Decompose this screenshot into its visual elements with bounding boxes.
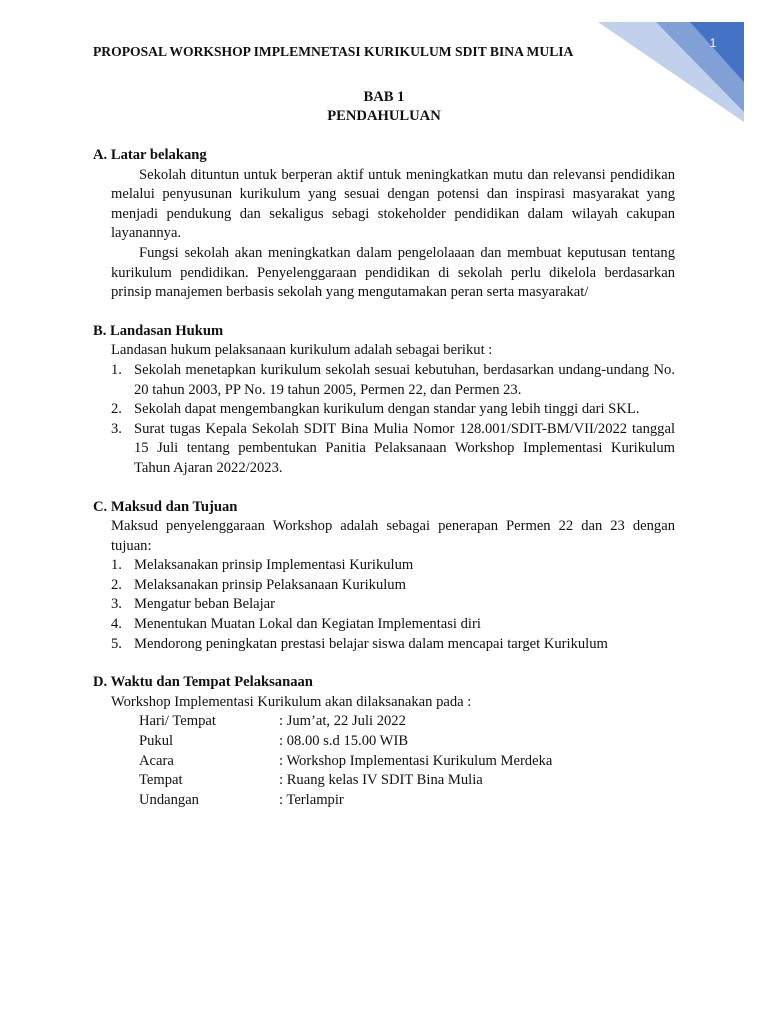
list-number: 1. — [111, 557, 122, 574]
schedule-value: : 08.00 s.d 15.00 WIB — [279, 733, 409, 750]
chapter-label: BAB 1 — [363, 89, 405, 105]
list-text: Mengatur beban Belajar — [134, 596, 276, 613]
list-text: Mendorong peningkatan prestasi belajar siswa dalam mencapai target Kurikulum — [134, 635, 608, 652]
section-title: D. Waktu dan Tempat Pelaksanaan — [93, 674, 313, 691]
schedule-label: Tempat — [139, 772, 183, 789]
list-item — [111, 361, 675, 400]
document-body — [93, 146, 675, 829]
list-text: Melaksanakan prinsip Pelaksanaan Kurikulum — [134, 576, 406, 593]
section-intro: Workshop Implementasi Kurikulum akan dilaksanakan pada : — [111, 693, 472, 710]
section-landasan-hukum — [93, 322, 675, 479]
list-text: Surat tugas Kepala Sekolah SDIT Bina Mulia Nomor 128.001/SDIT-BM/VII/2022 tanggal 15 Juli tentang pembentukan Panitia Pelaksanaan Workshop Implementasi Kurikulum Tahun Ajaran 2022/2023. — [134, 420, 675, 476]
schedule-table — [139, 712, 552, 810]
table-row — [139, 791, 552, 811]
legal-basis-list — [93, 361, 675, 479]
list-number: 2. — [111, 576, 122, 593]
section-intro: Landasan hukum pelaksanaan kurikulum adalah sebagai berikut : — [111, 342, 493, 359]
schedule-value: : Ruang kelas IV SDIT Bina Mulia — [279, 772, 483, 789]
list-item — [111, 420, 675, 479]
schedule-label: Undangan — [139, 791, 199, 808]
schedule-value: : Jum’at, 22 Juli 2022 — [279, 713, 406, 730]
section-waktu-tempat — [93, 673, 675, 810]
list-item — [111, 595, 675, 615]
section-title: C. Maksud dan Tujuan — [93, 498, 238, 515]
table-row — [139, 712, 552, 732]
paragraph: Fungsi sekolah akan meningkatkan dalam pengelolaaan dan membuat keputusan tentang kurikulum pendidikan. Penyelenggaraan pendidikan di sekolah perlu dikelola berdasarkan prinsip manajemen berbasis sekolah yang mengutamakan peran serta masyarakat/ — [111, 244, 675, 301]
list-number: 3. — [111, 596, 122, 613]
list-item — [111, 615, 675, 635]
objectives-list — [93, 556, 675, 654]
schedule-label: Acara — [139, 752, 174, 769]
section-title: B. Landasan Hukum — [93, 322, 224, 339]
section-latar-belakang — [93, 146, 675, 303]
schedule-value: : Workshop Implementasi Kurikulum Merdeka — [279, 752, 553, 769]
table-row — [139, 771, 552, 791]
list-number: 5. — [111, 635, 122, 652]
list-text: Melaksanakan prinsip Implementasi Kurikulum — [134, 557, 414, 574]
schedule-label: Hari/ Tempat — [139, 713, 216, 730]
table-row — [139, 732, 552, 752]
list-item — [111, 556, 675, 576]
list-item — [111, 576, 675, 596]
list-text: Menentukan Muatan Lokal dan Kegiatan Implementasi diri — [134, 616, 481, 633]
list-number: 2. — [111, 401, 122, 418]
section-title: A. Latar belakang — [93, 147, 207, 163]
section-maksud-tujuan — [93, 498, 675, 655]
section-intro: Maksud penyelenggaraan Workshop adalah sebagai penerapan Permen 22 dan 23 dengan tujuan: — [111, 518, 675, 554]
list-item — [111, 400, 675, 420]
chapter-title: PENDAHULUAN — [327, 108, 441, 124]
list-item — [111, 635, 675, 655]
table-row — [139, 752, 552, 772]
page-number: 1 — [709, 36, 717, 50]
list-number: 3. — [111, 420, 122, 437]
schedule-label: Pukul — [139, 733, 174, 750]
list-text: Sekolah menetapkan kurikulum sekolah sesuai kebutuhan, berdasarkan undang-undang No. 20 tahun 2003, PP No. 19 tahun 2005, Permen 22, dan Permen 23. — [134, 361, 675, 398]
list-text: Sekolah dapat mengembangkan kurikulum dengan standar yang lebih tinggi dari SKL. — [134, 401, 640, 418]
list-number: 1. — [111, 361, 122, 378]
list-number: 4. — [111, 616, 122, 633]
running-header: PROPOSAL WORKSHOP IMPLEMNETASI KURIKULUM SDIT BINA MULIA — [93, 44, 574, 59]
schedule-value: : Terlampir — [279, 791, 344, 808]
paragraph: Sekolah dituntun untuk berperan aktif untuk meningkatkan mutu dan relevansi pendidikan melalui penyusunan kurikulum yang sesuai dengan potensi dan inspirasi masyarakat yang menjadi pendukung dan sekaligus sebagi stokeholder pendidikan dalam wilayah cakupan layanannya. — [111, 166, 675, 242]
chapter-heading — [0, 88, 768, 126]
